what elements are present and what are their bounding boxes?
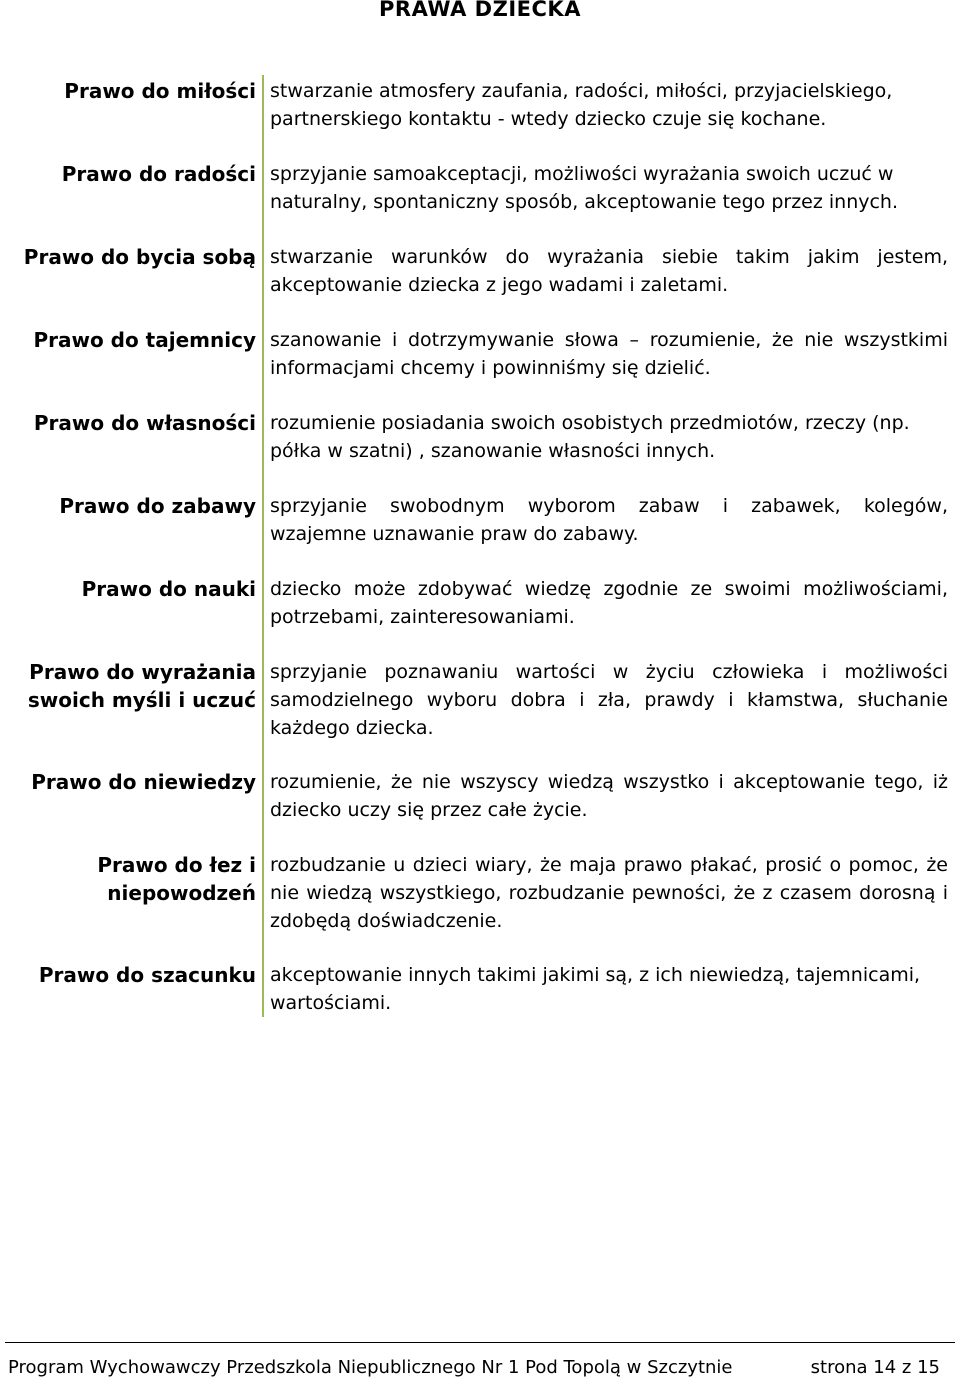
- right-name: Prawo do nauki: [81, 577, 256, 601]
- right-name: Prawo do zabawy: [59, 494, 256, 518]
- right-name: Prawo do niewiedzy: [31, 770, 256, 794]
- right-name: Prawo do własności: [33, 411, 256, 435]
- right-description: rozumienie posiadania swoich osobistych przedmiotów, rzeczy (np. półka w szatni) , szanowanie własności innych.: [270, 412, 910, 462]
- right-row-ignorance: [0, 766, 960, 849]
- right-description: akceptowanie innych takimi jakimi są, z ich niewiedzą, tajemnicami, wartościami.: [270, 964, 921, 1014]
- right-name: Prawo do miłości: [64, 79, 256, 103]
- right-description: rozumienie, że nie wszyscy wiedzą wszystko i akceptowanie tego, iż dziecko uczy się przez całe życie.: [270, 771, 948, 821]
- right-name-line: Prawo do łez i: [97, 853, 256, 877]
- right-name-line: Prawo do wyrażania: [29, 660, 256, 684]
- right-description: stwarzanie atmosfery zaufania, radości, miłości, przyjacielskiego, partnerskiego kontaktu - wtedy dziecko czuje się kochane.: [270, 80, 893, 130]
- right-row-respect: [0, 959, 960, 1042]
- right-name: [97, 851, 256, 907]
- right-row-tears: [0, 849, 960, 959]
- right-description: sprzyjanie poznawaniu wartości w życiu człowieka i możliwości samodzielnego wyboru dobra i zła, prawdy i kłamstwa, słuchanie każdego dziecka.: [270, 661, 948, 739]
- right-description: stwarzanie warunków do wyrażania siebie takim jakim jestem, akceptowanie dziecka z jego wadami i zaletami.: [270, 246, 948, 296]
- right-row-expression: [0, 656, 960, 766]
- document-title: PRAWA DZIECKA: [379, 0, 581, 21]
- right-row-secrecy: [0, 324, 960, 407]
- right-name: Prawo do bycia sobą: [23, 245, 256, 269]
- right-row-be-yourself: [0, 241, 960, 324]
- right-name-line: niepowodzeń: [107, 881, 256, 905]
- right-description: dziecko może zdobywać wiedzę zgodnie ze swoimi możliwościami, potrzebami, zainteresowaniami.: [270, 578, 948, 628]
- right-name: [28, 658, 256, 714]
- right-description: rozbudzanie u dzieci wiary, że maja prawo płakać, prosić o pomoc, że nie wiedzą wszystkiego, rozbudzanie pewności, że z czasem dorosną i zdobędą doświadczenie.: [270, 854, 948, 932]
- right-name: Prawo do radości: [61, 162, 256, 186]
- right-row-love: [0, 75, 960, 158]
- footer-page-number: strona 14 z 15: [810, 1357, 940, 1378]
- right-row-property: [0, 407, 960, 490]
- rights-table: [0, 75, 960, 1042]
- right-description: sprzyjanie samoakceptacji, możliwości wyrażania swoich uczuć w naturalny, spontaniczny sposób, akceptowanie tego przez innych.: [270, 163, 899, 213]
- footer-program-name: Program Wychowawczy Przedszkola Niepublicznego Nr 1 Pod Topolą w Szczytnie: [8, 1357, 733, 1378]
- right-row-play: [0, 490, 960, 573]
- footer-divider: [5, 1342, 955, 1343]
- right-row-learning: [0, 573, 960, 656]
- right-name: Prawo do tajemnicy: [33, 328, 256, 352]
- right-name: Prawo do szacunku: [38, 963, 256, 987]
- right-description: sprzyjanie swobodnym wyborom zabaw i zabawek, kolegów, wzajemne uznawanie praw do zabawy.: [270, 495, 948, 545]
- right-name-line: swoich myśli i uczuć: [27, 688, 256, 712]
- right-description: szanowanie i dotrzymywanie słowa – rozumienie, że nie wszystkimi informacjami chcemy i powinniśmy się dzielić.: [270, 329, 948, 379]
- right-row-joy: [0, 158, 960, 241]
